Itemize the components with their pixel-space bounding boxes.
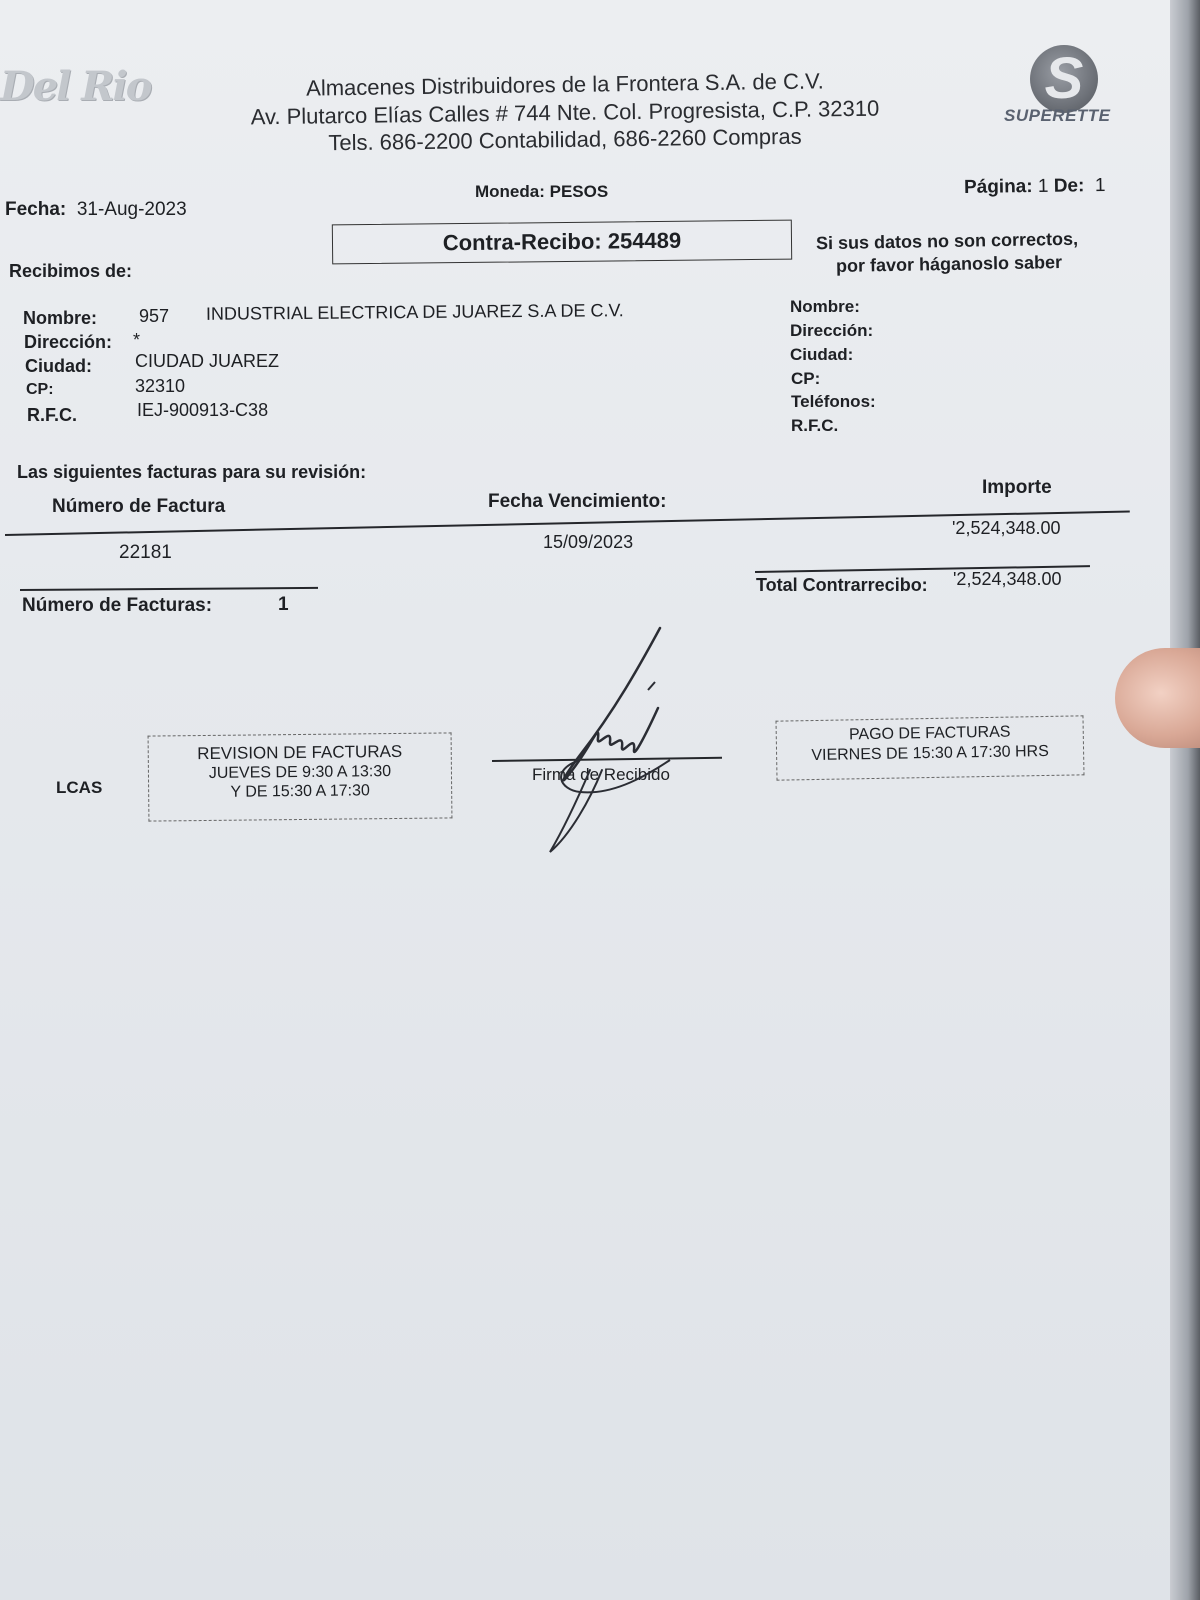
background-edge: [1170, 0, 1200, 1600]
supplier-ciudad: CIUDAD JUAREZ: [135, 351, 280, 371]
moneda-label: Moneda:: [475, 182, 545, 201]
invoice-fecha: 15/09/2023: [543, 532, 634, 552]
company-name: Almacenes Distribuidores de la Frontera S.A. de C.V.: [306, 68, 824, 101]
correction-nombre-label: Nombre:: [790, 297, 860, 316]
revision-line-1: JUEVES DE 9:30 A 13:30: [208, 763, 392, 782]
supplier-direccion-label: Dirección:: [24, 332, 113, 352]
pagina: [964, 175, 1106, 199]
col-fecha-vencimiento: Fecha Vencimiento:: [488, 491, 667, 512]
count-label: Número de Facturas:: [22, 595, 213, 616]
supplier-cp: 32310: [135, 376, 186, 396]
contra-recibo-box: Contra-Recibo: 254489: [332, 220, 792, 265]
pago-line-1: VIERNES DE 15:30 A 17:30 HRS: [811, 742, 1049, 765]
correction-rfc-label: R.F.C.: [791, 416, 839, 435]
revision-title: REVISION DE FACTURAS: [197, 741, 403, 764]
pago-box: [775, 715, 1084, 780]
supplier-ciudad-label: Ciudad:: [25, 356, 92, 376]
total-value: '2,524,348.00: [953, 569, 1062, 589]
notice-line-2: por favor háganoslo saber: [835, 252, 1063, 276]
invoice-importe: '2,524,348.00: [952, 518, 1061, 538]
count-value: 1: [278, 594, 289, 615]
company-address: Av. Plutarco Elías Calles # 744 Nte. Col. Progresista, C.P. 32310: [250, 95, 880, 130]
supplier-numero: 957: [139, 306, 170, 326]
company-phones: Tels. 686-2200 Contabilidad, 686-2260 Compras: [328, 123, 802, 156]
revision-line-2: Y DE 15:30 A 17:30: [230, 782, 370, 801]
de-value: 1: [1094, 175, 1106, 197]
total-label: Total Contrarrecibo:: [756, 575, 928, 595]
fecha-value: 31-Aug-2023: [76, 199, 187, 220]
supplier-nombre: INDUSTRIAL ELECTRICA DE JUAREZ S.A DE C.V.: [205, 300, 624, 324]
moneda-value: PESOS: [549, 182, 609, 201]
pagina-value: 1: [1037, 175, 1049, 197]
superette-logo-text: SUPERETTE: [1004, 106, 1111, 125]
count-rule: [20, 587, 318, 591]
invoice-numero: 22181: [119, 542, 172, 563]
fecha: [5, 199, 187, 221]
pago-title: PAGO DE FACTURAS: [848, 723, 1011, 744]
signature-icon: [520, 620, 740, 860]
superette-logo-icon: S: [1030, 45, 1098, 113]
supplier-rfc-label: R.F.C.: [27, 405, 78, 425]
moneda: [475, 182, 608, 202]
del-rio-logo: Del Rio: [0, 63, 151, 110]
supplier-direccion: *: [133, 330, 141, 350]
invoices-intro: Las siguientes facturas para su revisión:: [17, 462, 367, 482]
correction-cp-label: CP:: [791, 369, 821, 388]
notice-line-1: Si sus datos no son correctos,: [815, 228, 1079, 254]
correction-telefonos-label: Teléfonos:: [791, 392, 876, 411]
initials: LCAS: [56, 778, 103, 797]
supplier-nombre-label: Nombre:: [23, 308, 98, 328]
de-label: De:: [1053, 175, 1085, 197]
recibimos-label: Recibimos de:: [9, 261, 133, 281]
supplier-cp-label: CP:: [26, 381, 54, 398]
correction-ciudad-label: Ciudad:: [790, 345, 854, 364]
col-numero-factura: Número de Factura: [52, 496, 226, 517]
supplier-rfc: IEJ-900913-C38: [137, 400, 269, 420]
pagina-label: Página:: [963, 176, 1033, 198]
revision-box: [148, 732, 453, 821]
fecha-label: Fecha:: [5, 199, 67, 220]
col-importe: Importe: [982, 477, 1052, 498]
firma-label: Firma de Recibido: [532, 765, 670, 784]
correction-direccion-label: Dirección:: [790, 321, 874, 340]
